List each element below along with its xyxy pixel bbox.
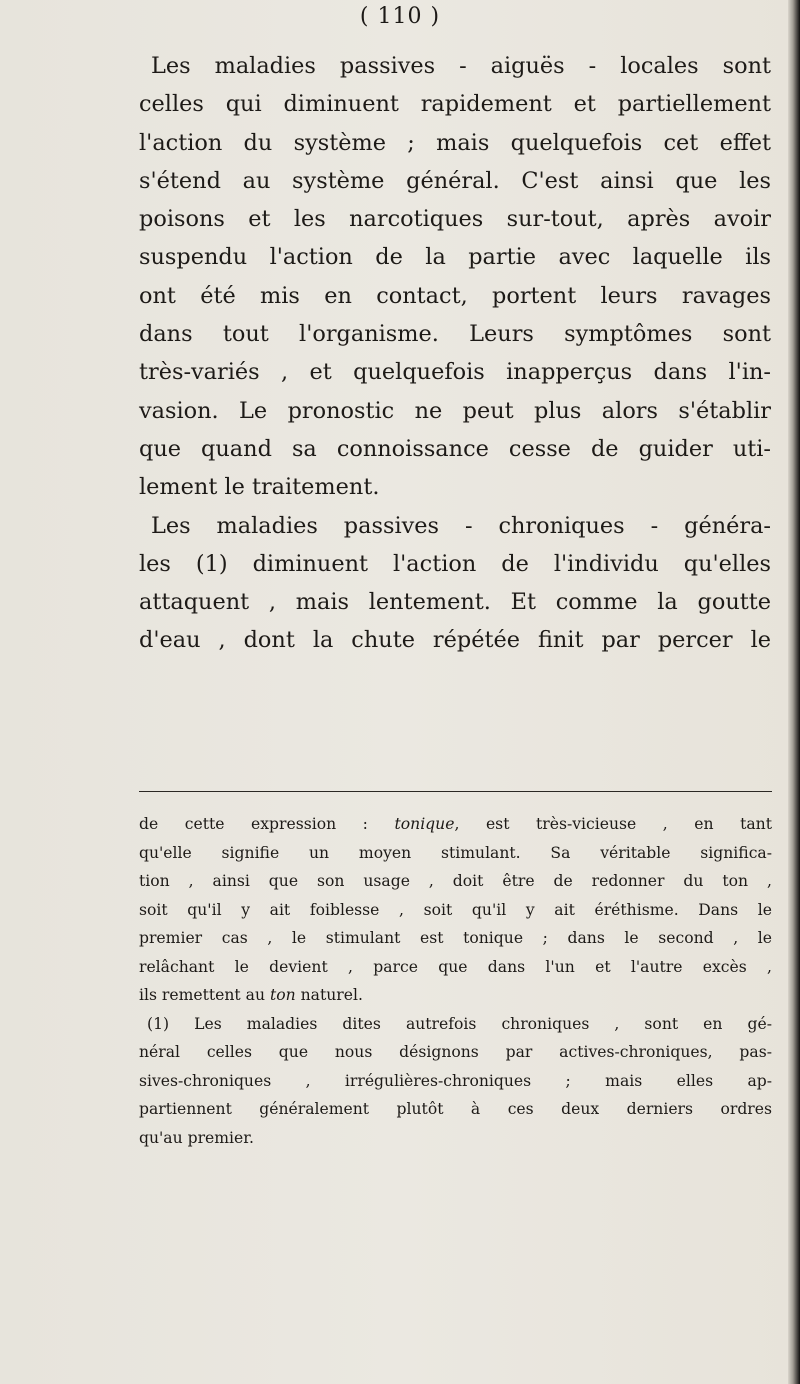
text-line: d'eau , dont la chute répétée finit par percer le [139,627,771,654]
page-number: ( 110 ) [359,4,441,29]
footnote-line: relâchant le devient , parce que dans l'un et l'autre excès , [139,957,772,976]
footnote-text: de cette expression : [139,815,395,833]
paragraph-2 [139,507,771,660]
footnote-line: soit qu'il y ait foiblesse , soit qu'il y ait éréthisme. Dans le [139,900,772,919]
footnote-italic-term: tonique [394,815,455,833]
footnote-text: naturel. [295,986,363,1004]
footnote-line [139,981,772,1010]
footnote-1 [139,1010,772,1153]
footnotes [139,810,772,1152]
footnote-continuation [139,810,772,1010]
text-line: ont été mis en contact, portent leurs ravages [139,282,771,309]
footnote-line: sives-chroniques , irrégulières-chroniques ; mais elles ap- [139,1071,772,1090]
text-line: s'étend au système général. C'est ainsi que les [139,167,771,194]
paragraph-1 [139,47,771,507]
text-line: poisons et les narcotiques sur-tout, après avoir [139,206,771,233]
footnote-line: partiennent généralement plutôt à ces deux derniers ordres [139,1100,772,1118]
text-line: lement le traitement. [139,474,380,501]
text-line: celles qui diminuent rapidement et partiellement [139,91,771,118]
footnote-line: qu'elle signifie un moyen stimulant. Sa véritable significa- [139,843,772,862]
text-line: que quand sa connoissance cesse de guider uti- [139,435,771,462]
text-line: Les maladies passives - aiguës - locales sont [151,53,771,79]
text-line: dans tout l'organisme. Leurs symptômes sont [139,321,771,348]
footnote-line: néral celles que nous désignons par actives-chroniques, pas- [139,1043,772,1061]
footnote-separator [139,791,772,792]
text-line: vasion. Le pronostic ne peut plus alors s'établir [139,397,771,424]
text-line: attaquent , mais lentement. Et comme la goutte [139,589,771,616]
footnote-line: tion , ainsi que son usage , doit être de redonner du ton , [139,872,772,890]
text-line: suspendu l'action de la partie avec laquelle ils [139,244,771,271]
text-line: l'action du système ; mais quelquefois cet effet [139,129,771,156]
footnote-text: ils remettent au [139,986,270,1004]
footnote-line [139,810,772,839]
footnote-line: (1) Les maladies dites autrefois chroniques , sont en gé- [147,1014,772,1033]
page-binding-edge [788,0,800,1384]
text-line: Les maladies passives - chroniques - généra- [151,512,771,539]
footnote-text: , est très-vicieuse , en tant [454,815,772,833]
main-text [139,47,771,660]
footnote-line: qu'au premier. [139,1128,254,1147]
text-line: très-variés , et quelquefois inapperçus dans l'in- [139,359,771,386]
footnote-line: premier cas , le stimulant est tonique ; dans le second , le [139,929,772,947]
footnote-italic-term: ton [269,986,296,1004]
text-line: les (1) diminuent l'action de l'individu qu'elles [139,550,771,577]
